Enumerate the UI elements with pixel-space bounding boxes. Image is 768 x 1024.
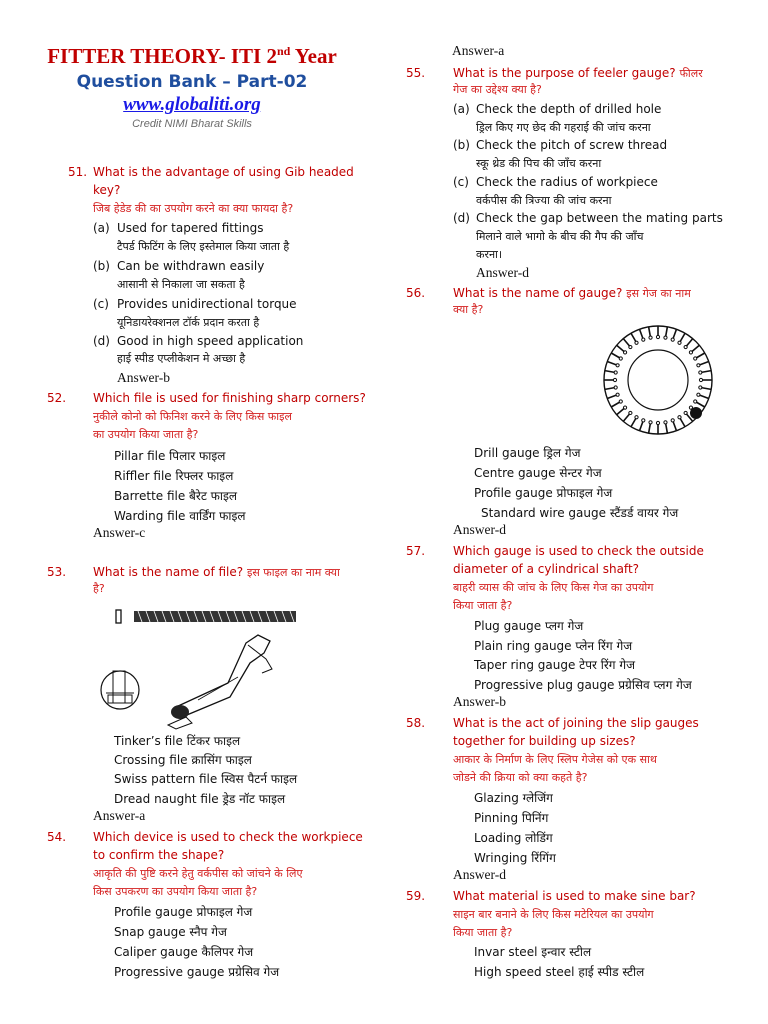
q55-option-c: Check the radius of workpiece [476, 175, 658, 189]
gauge-slot-hole [684, 345, 687, 348]
q56-option-d: Standard wire gauge स्टैंडर्ड वायर गेज [481, 506, 679, 520]
gauge-slot-hole [699, 371, 702, 374]
gauge-slot-hole [629, 345, 632, 348]
gauge-slot-hole [671, 419, 674, 422]
q55-option-d-label: (d) [453, 211, 470, 225]
q51-option-c: Provides unidirectional torque [117, 297, 297, 311]
q59-text: What material is used to make sine bar? [453, 889, 696, 903]
q55-text: What is the purpose of feeler gauge? फीलर [453, 66, 703, 80]
q51-option-d-label: (d) [93, 334, 110, 348]
gauge-slot [623, 414, 629, 422]
q51-option-a: Used for tapered fittings [117, 221, 264, 235]
gauge-slot [673, 421, 676, 430]
q53-text: What is the name of file? इस फाइल का नाम क्या [93, 565, 340, 579]
gauge-slot-hole [623, 406, 626, 409]
gauge-slot [680, 333, 685, 342]
q53-answer: Answer-a [93, 808, 146, 823]
q56-answer: Answer-d [453, 522, 506, 537]
gauge-slot-hole [694, 357, 697, 360]
q59-option-b: High speed steel हाई स्पीड स्टील [474, 965, 645, 979]
gauge-slot [666, 327, 668, 337]
q52-option-c: Barrette file बैरेट फाइल [114, 489, 238, 503]
q58-option-b: Pinning पिनिंग [474, 811, 549, 825]
gauge-slot [701, 371, 711, 373]
gauge-slot-hole [694, 400, 697, 403]
q53-number: 53. [47, 565, 67, 579]
q51-option-d-hindi: हाई स्पीड एप्लीकेशन मे अच्छा है [117, 352, 246, 365]
q51-option-c-label: (c) [93, 297, 109, 311]
q52-text: Which file is used for finishing sharp corners? [93, 391, 366, 405]
q51-text-2: key? [93, 183, 121, 197]
q58-text: What is the act of joining the slip gauges [453, 716, 699, 730]
gauge-slot-hole [699, 378, 702, 381]
q54-option-b: Snap gauge स्नैप गेज [114, 925, 227, 939]
gauge-slot [686, 339, 692, 347]
q57-answer: Answer-b [453, 694, 506, 709]
gauge-slot-hole [664, 421, 667, 424]
gauge-slot-hole [649, 421, 652, 424]
q58-hindi-2: जोडने की क्रिया को क्या कहते है? [453, 771, 588, 784]
gauge-slot-hole [616, 393, 619, 396]
gauge-slot-hole [678, 416, 681, 419]
q55-option-a: Check the depth of drilled hole [476, 102, 662, 116]
q55-answer: Answer-d [476, 265, 529, 280]
q52-answer: Answer-c [93, 525, 146, 540]
q54-hindi-2: किस उपकरण का उपयोग किया जाता है? [93, 885, 258, 898]
q58-text-2: together for building up sizes? [453, 734, 636, 748]
gauge-slot-hole [614, 386, 617, 389]
q58-option-a: Glazing ग्लेजिंग [474, 791, 553, 805]
q52-option-b: Riffler file रिफ्लर फाइल [114, 469, 234, 483]
gauge-slot [666, 423, 668, 433]
q53-option-b: Crossing file क्रासिंग फाइल [114, 753, 252, 767]
q57-hindi: बाहरी व्यास की जांच के लिए किस गेज का उपयोग [453, 581, 654, 594]
q55-option-b: Check the pitch of screw thread [476, 138, 668, 152]
q52-option-a: Pillar file पिलार फाइल [114, 449, 226, 463]
gauge-slot [701, 388, 711, 390]
q57-hindi-2: किया जाता है? [453, 599, 513, 612]
q55-hindi-2: गेज का उद्देश्य क्या है? [453, 83, 542, 96]
q54-hindi: आकृति की पुष्टि करने हेतु वर्कपीस को जांचने के लिए [93, 867, 303, 880]
q52-hindi-2: का उपयोग किया जाता है? [93, 428, 199, 441]
gauge-slot-hole [697, 393, 700, 396]
page-subtitle: Question Bank – Part-02 [76, 72, 308, 92]
q58-option-d: Wringing रिंगिंग [474, 851, 556, 865]
q51-option-b-hindi: आसानी से निकाला जा सकता है [117, 278, 245, 291]
q51-number: 51. [68, 165, 88, 179]
gauge-slot-hole [642, 419, 645, 422]
q54-option-c: Caliper gauge कैलिपर गेज [114, 945, 254, 959]
gauge-slot [617, 345, 625, 351]
gauge-slot-hole [684, 411, 687, 414]
gauge-slot-hole [697, 364, 700, 367]
gauge-slot [680, 418, 685, 427]
file-illustration [98, 605, 310, 730]
q51-option-b: Can be withdrawn easily [117, 259, 265, 273]
gauge-slot-hole [613, 378, 616, 381]
website-link[interactable]: www.globaliti.org [123, 94, 261, 115]
q58-number: 58. [406, 716, 426, 730]
q54-option-a: Profile gauge प्रोफाइल गेज [114, 905, 253, 919]
q56-text: What is the name of gauge? इस गेज का नाम [453, 286, 691, 300]
q56-option-b: Centre gauge सेन्टर गेज [474, 466, 602, 480]
q51-option-b-label: (b) [93, 259, 110, 273]
q52-option-d: Warding file वार्डिंग फाइल [114, 509, 246, 523]
q53-option-d: Dread naught file ड्रेड नॉट फाइल [114, 792, 286, 806]
q59-hindi: साइन बार बनाने के लिए किस मटेरियल का उपयोग [453, 908, 654, 921]
q57-text-2: diameter of a cylindrical shaft? [453, 562, 640, 576]
gauge-slot [611, 402, 620, 407]
q54-number: 54. [47, 830, 67, 844]
gauge-slot-hole [678, 341, 681, 344]
gauge-slot [607, 395, 616, 398]
gauge-slot [692, 345, 700, 351]
q57-option-d: Progressive plug gauge प्रग्रेसिव प्लग गेज [474, 678, 692, 692]
q55-option-d-hindi: मिलाने वाले भागो के बीच की गैप की जाँच [476, 230, 644, 243]
gauge-slot [623, 339, 629, 347]
q53-hindi-2: है? [93, 582, 105, 595]
q55-option-d: Check the gap between the mating parts [476, 211, 723, 225]
q59-option-a: Invar steel इन्वार स्टील [474, 945, 592, 959]
q56-hindi-2: क्या है? [453, 303, 484, 316]
q58-option-c: Loading लोडिंग [474, 831, 553, 845]
gauge-slot [617, 408, 625, 414]
q54-option-d: Progressive gauge प्रग्रेसिव गेज [114, 965, 280, 979]
q56-number: 56. [406, 286, 426, 300]
q55-option-b-label: (b) [453, 138, 470, 152]
q55-option-a-label: (a) [453, 102, 470, 116]
gauge-slot-hole [629, 411, 632, 414]
q55-option-a-hindi: ड्रिल किए गए छेद की गहराई की जांच करना [476, 121, 651, 134]
wire-gauge-illustration [596, 318, 720, 442]
q53-option-a: Tinker’s file टिंकर फाइल [114, 734, 241, 748]
gauge-slot [640, 329, 643, 338]
gauge-slot [696, 402, 705, 407]
q59-hindi-2: किया जाता है? [453, 926, 513, 939]
gauge-slot [699, 395, 708, 398]
gauge-slot-hole [664, 336, 667, 339]
gauge-slot [673, 329, 676, 338]
q51-hindi: जिब हेडेड की का उपयोग करने का क्या फायदा है? [93, 202, 294, 215]
q57-option-c: Taper ring gauge टेपर रिंग गेज [474, 658, 635, 672]
gauge-slot-hole [689, 351, 692, 354]
gauge-slot-hole [614, 371, 617, 374]
q57-option-a: Plug gauge प्लग गेज [474, 619, 584, 633]
q51-answer: Answer-b [117, 370, 170, 385]
gauge-slot-hole [699, 386, 702, 389]
q51-option-c-hindi: यूनिडायरेक्शनल टॉर्क प्रदान करता है [117, 316, 260, 329]
gauge-slot-hole [623, 351, 626, 354]
q53-option-c: Swiss pattern file स्विस पैटर्न फाइल [114, 772, 298, 786]
gauge-slot [699, 362, 708, 365]
gauge-slot [611, 353, 620, 358]
q51-option-a-hindi: टैपर्ड फिटिंग के लिए इस्तेमाल किया जाता है [117, 240, 290, 253]
gauge-slot [649, 423, 651, 433]
q57-option-b: Plain ring gauge प्लेन रिंग गेज [474, 639, 633, 653]
q51-text: What is the advantage of using Gib headed [93, 165, 354, 179]
q54-text: Which device is used to check the workpiece [93, 830, 363, 844]
gauge-slot-hole [671, 338, 674, 341]
q57-number: 57. [406, 544, 426, 558]
q52-hindi: नुकीले कोनो को फिनिश करने के लिए किस फाइल [93, 410, 292, 423]
gauge-slot-hole [656, 335, 659, 338]
q54-text-2: to confirm the shape? [93, 848, 225, 862]
credit-line: Credit NIMI Bharat Skills [132, 118, 252, 130]
q58-answer: Answer-d [453, 867, 506, 882]
gauge-slot [605, 388, 615, 390]
q55-option-c-label: (c) [453, 175, 469, 189]
q59-number: 59. [406, 889, 426, 903]
q55-option-c-hindi: वर्कपीस की त्रिज्या की जांच करना [476, 194, 612, 207]
q56-option-c: Profile gauge प्रोफाइल गेज [474, 486, 613, 500]
q56-option-a: Drill gauge ड्रिल गेज [474, 446, 581, 460]
q51-option-d: Good in high speed application [117, 334, 304, 348]
gauge-slot [631, 418, 636, 427]
gauge-slot-hole [656, 421, 659, 424]
gauge-slot-hole [635, 416, 638, 419]
page-title: FITTER THEORY- ITI 2nd Year [47, 44, 337, 68]
q57-text: Which gauge is used to check the outside [453, 544, 704, 558]
gauge-slot-hole [642, 338, 645, 341]
gauge-slot-hole [649, 336, 652, 339]
gauge-slot [696, 353, 705, 358]
q51-option-a-label: (a) [93, 221, 110, 235]
gauge-slot [649, 327, 651, 337]
q55-option-b-hindi: स्कू थ्रेड की पिच की जाँच करना [476, 157, 602, 170]
gauge-slot-hole [619, 357, 622, 360]
gauge-slot-hole [619, 400, 622, 403]
gauge-slot [640, 421, 643, 430]
gauge-slot [607, 362, 616, 365]
q58-hindi: आकार के निर्माण के लिए स्लिप गेजेस को एक साथ [453, 753, 657, 766]
gauge-slot [631, 333, 636, 342]
q54-answer: Answer-a [452, 43, 505, 58]
gauge-slot-hole [616, 364, 619, 367]
q55-number: 55. [406, 66, 426, 80]
gauge-slot [605, 371, 615, 373]
gauge-slot-hole [635, 341, 638, 344]
q52-number: 52. [47, 391, 67, 405]
q55-option-d-hindi-2: करना। [476, 248, 503, 261]
